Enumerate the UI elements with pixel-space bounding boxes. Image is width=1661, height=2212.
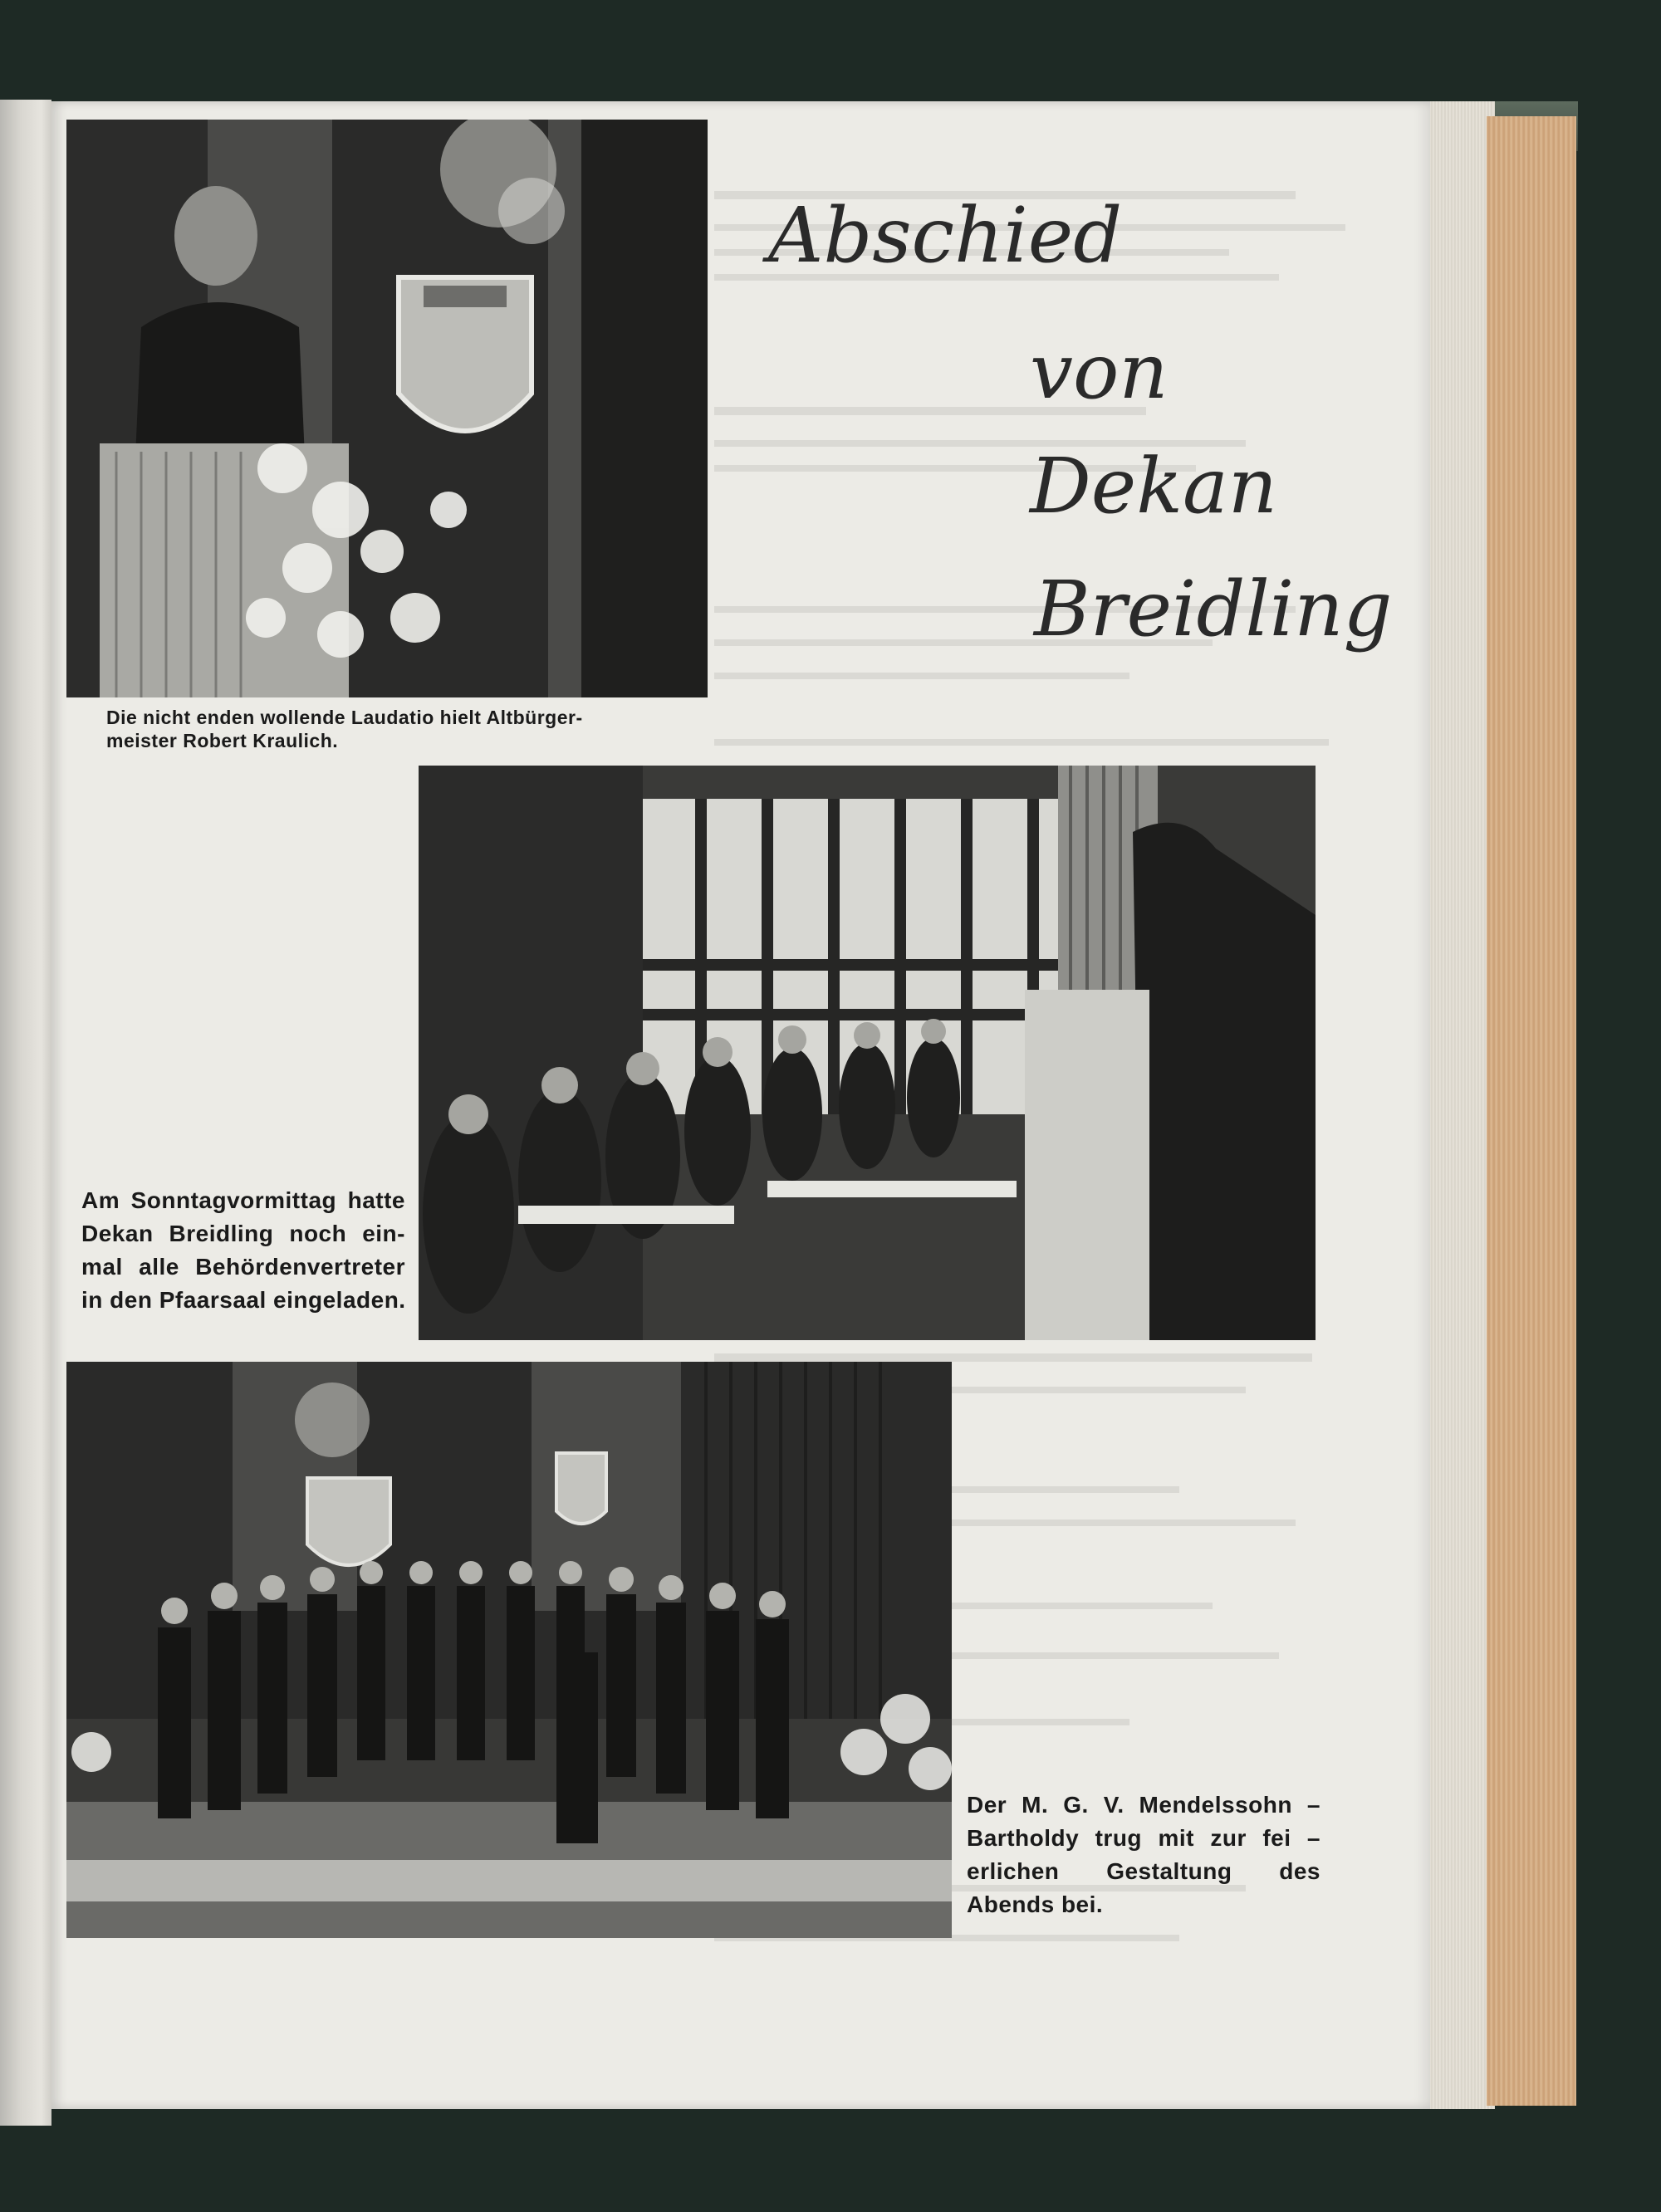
caption-line: Am Sonntagvormittag hatte [81,1187,405,1213]
caption-photo-choir [967,1789,1320,1921]
caption-line: Der M. G. V. Mendelssohn – [967,1792,1320,1818]
photo-reception-hall [419,766,1316,1340]
caption-line: mal alle Behördenvertreter [81,1254,405,1280]
caption-line: Abends bei. [967,1891,1104,1917]
caption-line: Dekan Breidling noch ein- [81,1221,405,1246]
article-title-line-2: von [1030,327,1169,416]
article-title-line-1: Abschied [768,191,1123,280]
book-cover-edge [1487,116,1576,2106]
caption-line: in den Pfaarsaal eingeladen. [81,1287,406,1313]
photo-speaker-at-podium [66,120,708,697]
article-title-line-4: Breidling [1034,565,1393,653]
caption-photo-speaker [106,706,583,752]
photo-choir-on-stage [66,1362,952,1938]
caption-line: meister Robert Kraulich. [106,730,339,751]
caption-photo-reception [81,1184,405,1317]
left-page-edge [0,100,51,2126]
reception-photo-illustration [419,766,1316,1340]
article-title-line-3: Dekan [1030,442,1278,531]
speaker-photo-illustration [66,120,708,697]
caption-line: Die nicht enden wollende Laudatio hielt Altbürger- [106,707,583,728]
choir-photo-illustration [66,1362,952,1938]
caption-line: Bartholdy trug mit zur fei – [967,1825,1320,1851]
caption-line: erlichen Gestaltung des [967,1858,1320,1884]
page-block-edge [1430,101,1495,2109]
